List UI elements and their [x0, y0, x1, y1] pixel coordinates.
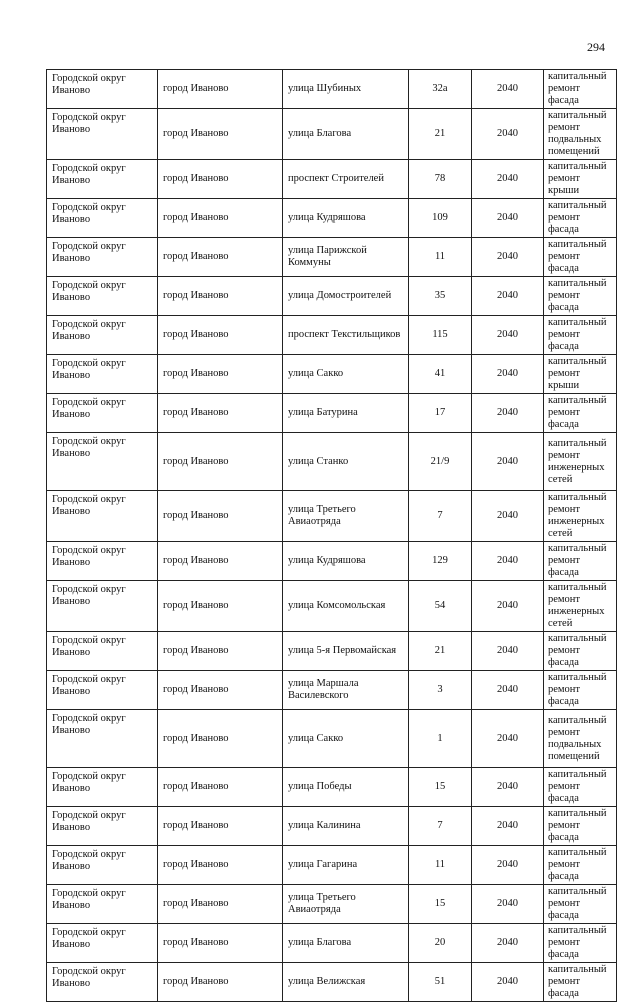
work-type-cell: капитальный ремонт фасада: [544, 924, 617, 963]
work-type-cell: капитальный ремонт фасада: [544, 316, 617, 355]
street-cell: улица Парижской Коммуны: [283, 238, 409, 277]
house-number-cell: 11: [409, 238, 472, 277]
city-cell: город Иваново: [158, 70, 283, 109]
district-cell: Городской округ Иваново: [47, 671, 158, 710]
table-row: [47, 710, 617, 768]
year-cell: 2040: [472, 542, 544, 581]
year-cell: 2040: [472, 885, 544, 924]
repair-schedule-table: [46, 69, 617, 1002]
table-row: [47, 885, 617, 924]
street-cell: улица Станко: [283, 433, 409, 491]
year-cell: 2040: [472, 807, 544, 846]
district-cell: Городской округ Иваново: [47, 632, 158, 671]
district-cell: Городской округ Иваново: [47, 542, 158, 581]
street-cell: улица Маршала Василевского: [283, 671, 409, 710]
table-row: [47, 433, 617, 491]
year-cell: 2040: [472, 491, 544, 542]
city-cell: город Иваново: [158, 671, 283, 710]
street-cell: улица Гагарина: [283, 846, 409, 885]
house-number-cell: 15: [409, 885, 472, 924]
table-row: [47, 807, 617, 846]
street-cell: улица Победы: [283, 768, 409, 807]
city-cell: город Иваново: [158, 542, 283, 581]
street-cell: проспект Строителей: [283, 160, 409, 199]
year-cell: 2040: [472, 394, 544, 433]
house-number-cell: 3: [409, 671, 472, 710]
city-cell: город Иваново: [158, 355, 283, 394]
street-cell: улица Комсомольская: [283, 581, 409, 632]
city-cell: город Иваново: [158, 238, 283, 277]
table-row: [47, 542, 617, 581]
table-row: [47, 924, 617, 963]
street-cell: улица Кудряшова: [283, 542, 409, 581]
year-cell: 2040: [472, 109, 544, 160]
city-cell: город Иваново: [158, 160, 283, 199]
street-cell: улица Сакко: [283, 710, 409, 768]
district-cell: Городской округ Иваново: [47, 710, 158, 768]
year-cell: 2040: [472, 238, 544, 277]
street-cell: улица Благова: [283, 924, 409, 963]
house-number-cell: 32а: [409, 70, 472, 109]
street-cell: улица Третьего Авиаотряда: [283, 885, 409, 924]
street-cell: улица 5-я Первомайская: [283, 632, 409, 671]
work-type-cell: капитальный ремонт крыши: [544, 160, 617, 199]
street-cell: улица Калинина: [283, 807, 409, 846]
city-cell: город Иваново: [158, 277, 283, 316]
work-type-cell: капитальный ремонт фасада: [544, 70, 617, 109]
table-row: [47, 316, 617, 355]
district-cell: Городской округ Иваново: [47, 70, 158, 109]
district-cell: Городской округ Иваново: [47, 581, 158, 632]
house-number-cell: 7: [409, 807, 472, 846]
table-row: [47, 768, 617, 807]
year-cell: 2040: [472, 277, 544, 316]
street-cell: улица Домостроителей: [283, 277, 409, 316]
city-cell: город Иваново: [158, 581, 283, 632]
house-number-cell: 51: [409, 963, 472, 1002]
district-cell: Городской округ Иваново: [47, 238, 158, 277]
house-number-cell: 35: [409, 277, 472, 316]
street-cell: улица Шубиных: [283, 70, 409, 109]
work-type-cell: капитальный ремонт фасада: [544, 768, 617, 807]
street-cell: проспект Текстильщиков: [283, 316, 409, 355]
year-cell: 2040: [472, 70, 544, 109]
page-number: 294: [587, 40, 605, 54]
year-cell: 2040: [472, 632, 544, 671]
city-cell: город Иваново: [158, 924, 283, 963]
house-number-cell: 21/9: [409, 433, 472, 491]
street-cell: улица Батурина: [283, 394, 409, 433]
work-type-cell: капитальный ремонт фасада: [544, 632, 617, 671]
city-cell: город Иваново: [158, 632, 283, 671]
house-number-cell: 115: [409, 316, 472, 355]
district-cell: Городской округ Иваново: [47, 277, 158, 316]
work-type-cell: капитальный ремонт крыши: [544, 355, 617, 394]
street-cell: улица Велижская: [283, 963, 409, 1002]
work-type-cell: капитальный ремонт инженерных сетей: [544, 581, 617, 632]
work-type-cell: капитальный ремонт фасада: [544, 199, 617, 238]
house-number-cell: 41: [409, 355, 472, 394]
work-type-cell: капитальный ремонт инженерных сетей: [544, 433, 617, 491]
year-cell: 2040: [472, 316, 544, 355]
year-cell: 2040: [472, 924, 544, 963]
year-cell: 2040: [472, 160, 544, 199]
city-cell: город Иваново: [158, 768, 283, 807]
table-row: [47, 109, 617, 160]
table-row: [47, 355, 617, 394]
work-type-cell: капитальный ремонт фасада: [544, 807, 617, 846]
work-type-cell: капитальный ремонт инженерных сетей: [544, 491, 617, 542]
table-row: [47, 581, 617, 632]
city-cell: город Иваново: [158, 109, 283, 160]
street-cell: улица Сакко: [283, 355, 409, 394]
table-row: [47, 632, 617, 671]
district-cell: Городской округ Иваново: [47, 885, 158, 924]
table-row: [47, 491, 617, 542]
house-number-cell: 7: [409, 491, 472, 542]
house-number-cell: 78: [409, 160, 472, 199]
work-type-cell: капитальный ремонт фасада: [544, 238, 617, 277]
city-cell: город Иваново: [158, 316, 283, 355]
table-row: [47, 846, 617, 885]
district-cell: Городской округ Иваново: [47, 394, 158, 433]
table-row: [47, 238, 617, 277]
house-number-cell: 54: [409, 581, 472, 632]
city-cell: город Иваново: [158, 846, 283, 885]
year-cell: 2040: [472, 768, 544, 807]
year-cell: 2040: [472, 581, 544, 632]
work-type-cell: капитальный ремонт фасада: [544, 885, 617, 924]
year-cell: 2040: [472, 846, 544, 885]
house-number-cell: 15: [409, 768, 472, 807]
house-number-cell: 17: [409, 394, 472, 433]
house-number-cell: 109: [409, 199, 472, 238]
street-cell: улица Третьего Авиаотряда: [283, 491, 409, 542]
year-cell: 2040: [472, 355, 544, 394]
house-number-cell: 11: [409, 846, 472, 885]
table-row: [47, 199, 617, 238]
work-type-cell: капитальный ремонт фасада: [544, 846, 617, 885]
year-cell: 2040: [472, 963, 544, 1002]
city-cell: город Иваново: [158, 433, 283, 491]
year-cell: 2040: [472, 433, 544, 491]
year-cell: 2040: [472, 710, 544, 768]
house-number-cell: 129: [409, 542, 472, 581]
work-type-cell: капитальный ремонт фасада: [544, 963, 617, 1002]
year-cell: 2040: [472, 671, 544, 710]
table-row: [47, 70, 617, 109]
district-cell: Городской округ Иваново: [47, 924, 158, 963]
house-number-cell: 21: [409, 109, 472, 160]
district-cell: Городской округ Иваново: [47, 433, 158, 491]
city-cell: город Иваново: [158, 491, 283, 542]
district-cell: Городской округ Иваново: [47, 355, 158, 394]
district-cell: Городской округ Иваново: [47, 160, 158, 199]
year-cell: 2040: [472, 199, 544, 238]
work-type-cell: капитальный ремонт фасада: [544, 542, 617, 581]
city-cell: город Иваново: [158, 963, 283, 1002]
city-cell: город Иваново: [158, 394, 283, 433]
table-row: [47, 394, 617, 433]
district-cell: Городской округ Иваново: [47, 807, 158, 846]
table-row: [47, 160, 617, 199]
district-cell: Городской округ Иваново: [47, 316, 158, 355]
table-row: [47, 671, 617, 710]
district-cell: Городской округ Иваново: [47, 846, 158, 885]
city-cell: город Иваново: [158, 885, 283, 924]
city-cell: город Иваново: [158, 199, 283, 238]
district-cell: Городской округ Иваново: [47, 491, 158, 542]
work-type-cell: капитальный ремонт фасада: [544, 277, 617, 316]
street-cell: улица Кудряшова: [283, 199, 409, 238]
district-cell: Городской округ Иваново: [47, 768, 158, 807]
table-body: [47, 70, 617, 1002]
table-row: [47, 963, 617, 1002]
district-cell: Городской округ Иваново: [47, 963, 158, 1002]
work-type-cell: капитальный ремонт фасада: [544, 671, 617, 710]
city-cell: город Иваново: [158, 710, 283, 768]
house-number-cell: 21: [409, 632, 472, 671]
work-type-cell: капитальный ремонт подвальных помещений: [544, 109, 617, 160]
house-number-cell: 1: [409, 710, 472, 768]
city-cell: город Иваново: [158, 807, 283, 846]
work-type-cell: капитальный ремонт подвальных помещений: [544, 710, 617, 768]
district-cell: Городской округ Иваново: [47, 109, 158, 160]
house-number-cell: 20: [409, 924, 472, 963]
street-cell: улица Благова: [283, 109, 409, 160]
district-cell: Городской округ Иваново: [47, 199, 158, 238]
work-type-cell: капитальный ремонт фасада: [544, 394, 617, 433]
table-row: [47, 277, 617, 316]
